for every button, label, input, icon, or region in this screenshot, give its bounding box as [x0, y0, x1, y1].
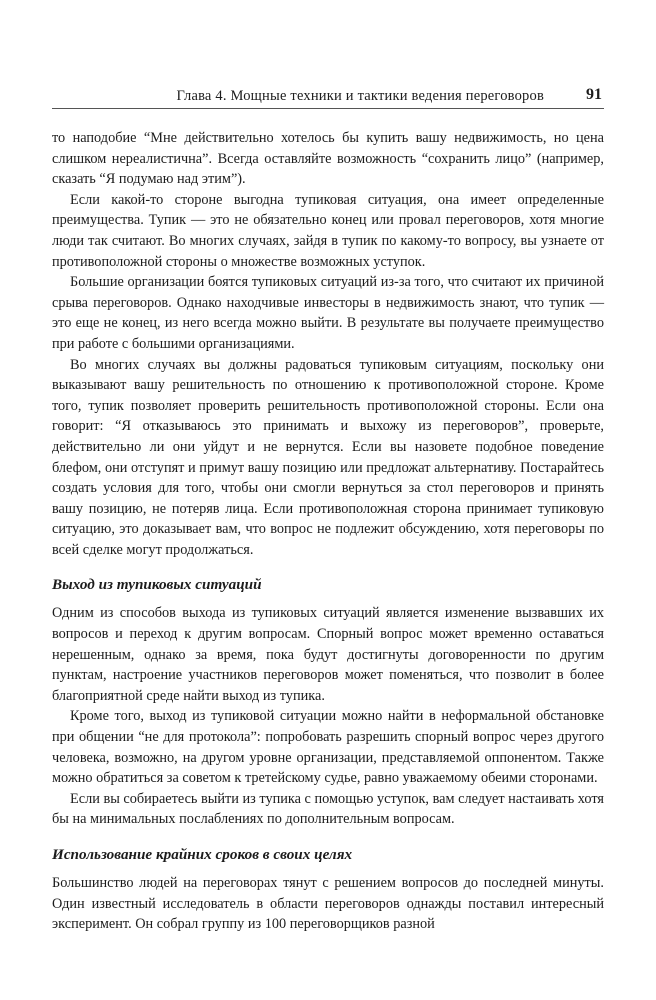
paragraph: Одним из способов выхода из тупиковых ситуаций является изменение вызвавших их вопросов и переход к другим вопросам. Спорный вопрос может временно оставаться нерешенным, однако за время, пока будут достигнуты договоренности по другим пунктам, настроение участников переговоров может поменяться, что позволит в более благоприятной среде найти выход из тупика.	[52, 605, 604, 704]
paragraph: Большинство людей на переговорах тянут с решением вопросов до последней минуты. Один известный исследователь в области переговоров однажды поставил интересный эксперимент. Он собрал группу из 100 переговорщиков разной	[52, 875, 604, 933]
section-heading: Выход из тупиковых ситуаций	[52, 576, 262, 594]
running-header	[52, 86, 604, 109]
paragraph: Во многих случаях вы должны радоваться тупиковым ситуациям, поскольку они выказывают вашу решительность по отношению к противоположной стороне. Кроме того, тупик позволяет проверить решительность противоположной стороны. Если она говорит: “Я отказываюсь это принимать и выхожу из переговоров”, проверьте, действительно ли они уйдут и не вернутся. Если вы назовете подобное поведение блефом, они отступят и примут вашу позицию или предложат альтернативу. Постарайтесь создать условия для того, чтобы они смогли вернуться за стол переговоров и принять вашу позицию, не потеряв лица. Если противоположная сторона принимает тупиковую ситуацию, это доказывает вам, что вопрос не подлежит обсуждению, хотя переговоры по всей сделке могут продолжаться.	[52, 356, 604, 558]
paragraph: Большие организации боятся тупиковых ситуаций из-за того, что считают их причиной срыва переговоров. Однако находчивые инвесторы в недвижимость знают, что тупик — это еще не конец, из него всегда можно выйти. В результате вы получаете преимущество при работе с большими организациями.	[52, 274, 604, 352]
paragraph: Если какой-то стороне выгодна тупиковая ситуация, она имеет определенные преимущества. Тупик — это не обязательно конец или провал переговоров, хотя многие люди так считают. Во многих случаях, зайдя в тупик по какому-то вопросу, вы узнаете от противоположной стороны о множестве возможных уступок.	[52, 191, 604, 270]
section-heading: Использование крайних сроков в своих целях	[52, 846, 353, 863]
chapter-title: Глава 4. Мощные техники и тактики ведения переговоров	[176, 88, 544, 104]
page-number: 91	[586, 86, 602, 103]
paragraph: Если вы собираетесь выйти из тупика с помощью уступок, вам следует настаивать хотя бы на минимальных послаблениях по дополнительным вопросам.	[52, 790, 604, 828]
paragraph: то наподобие “Мне действительно хотелось бы купить вашу недвижимость, но цена слишком нереалистична”. Всегда оставляйте возможность “сохранить лицо” (например, сказать “Я подумаю над этим”).	[52, 130, 604, 188]
body-text	[52, 128, 604, 935]
paragraph: Кроме того, выход из тупиковой ситуации можно найти в неформальной обстановке при общении “не для протокола”: попробовать разрешить спорный вопрос через другого человека, возможно, на другом уровне организации, представляемой оппонентом. Также можно обратиться за советом к третейскому судье, равно уважаемому обеими сторонами.	[52, 708, 604, 787]
